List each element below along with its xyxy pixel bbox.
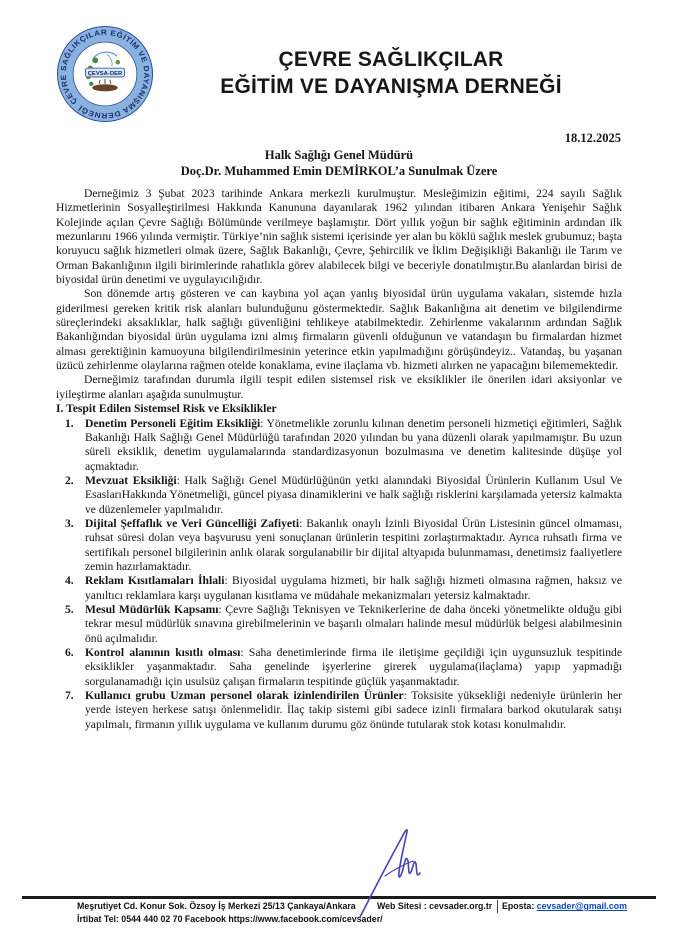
item-number: 2. [65,473,74,487]
paragraph: Derneğimiz tarafından durumla ilgili tespit edilen sistemsel risk ve eksiklikler ile önerilen idari aksiyonlar ve iyileştirme alanları aşağıda sunulmuştur. [56,373,622,401]
handwritten-signature [357,824,435,920]
organization-title [160,46,622,100]
list-item [56,689,622,732]
item-label: Denetim Personeli Eğitim Eksikliği [85,416,261,430]
footer-contact-line: İrtibat Tel: 0544 440 02 70 Facebook https://www.facebook.com/cevsader/ [77,914,383,924]
list-item [56,603,622,646]
list-item [56,574,622,603]
list-item [56,646,622,689]
item-text: : Toksisite yüksekliği nedeniyle ürünlerin her yerde isteyen herkese satışı önlenmelidir. İlaç takip sistemi gibi sadece izinli firmalara barkod okutularak satışı yapılmalı, firmanın yıllık uygulama ve kullanım durumu göz önünde tutularak stok kotası konulmalıdır. [85,689,622,731]
association-logo [56,25,154,123]
item-label: Kullanıcı grubu Uzman personel olarak izinlendirilen Ürünler [85,689,404,703]
item-label: Reklam Kısıtlamaları İhlali [85,574,225,588]
recipient-line1: Halk Sağlığı Genel Müdürü [264,148,414,162]
item-text: : Saha denetimlerinde firma ile iletişime geçildiği için uygunsuzluk tespitinde eksiklikler yaşanmaktadır. Saha genelinde işyerlerine girerek uygulama(ilaçlama) yapıp yapmadığı sorgulanamadığı için usulsüz çalışan firmaların tespitinde güçlük yaşanmaktadır. [85,646,622,688]
list-item [56,474,622,517]
item-text: : Çevre Sağlığı Teknisyen ve Teknikerlerine de daha önceki yönetmelikte olduğu gibi tekrar mesul müdürlük sınavına girebilmelerinin ve başarılı olmaları halinde mesul müdürlük belgesi alabilmesinin önü açılmalıdır. [85,602,622,645]
item-number: 4. [65,574,74,588]
list-item [56,517,622,574]
list-item [56,417,622,474]
item-number: 1. [65,416,74,430]
org-title-line1: ÇEVRE SAĞLIKÇILAR [278,48,504,71]
item-number: 3. [65,516,74,530]
paragraph: Son dönemde artış gösteren ve can kaybına yol açan yanlış biyosidal ürün uygulama vakaları, sistemde hızla giderilmesi gereken kritik risk alanları bulunduğunu göstermektedir. Sağlık Bakanlığına ait denetim ve bilgilendirme süreçlerindeki aksaklıklar, halk sağlığı güvenliğini tehlikeye atabilmektedir. Zehirlenme vakalarının ardından Sağlık Bakanlığından biyosidal ürün uygulama izni almış firmaların güvenli olduğunun ve vatandaşın bu firmalardan hizmet alması gerektiğinin kamuoyuna bilgilendirilmesinin yeterince etkin yapılmadığını görüşündeyiz.. Vatandaş, bu yaşanan üzücü zehirlenme olaylarına rağmen otelde konaklama, evine ilaçlama vb. hizmeti alırken ne yapacağını bilememektedir. [56,287,622,373]
logo-ring-text: ÇEVRE SAĞLIKÇILAR EĞİTİM VE DAYANIŞMA DERNEĞİ [58,27,152,121]
recipient-block [56,148,622,179]
footer-address: Meşrutiyet Cd. Konur Sok. Özsoy İş Merkezi 25/13 Çankaya/Ankara [77,901,356,911]
item-text: : Biyosidal uygulama hizmeti, bir halk sağlığı hizmeti olmasına rağmen, haksız ve yanıltıcı reklamlara karşı uygulanan kısıtlama ve müdahale mekanizmaları yetersiz kalmaktadır. [85,574,622,602]
letter-body [56,187,622,732]
risk-list [56,417,622,733]
footer-email-label: Eposta: [502,901,535,911]
logo-banner [85,68,124,77]
item-label: Mesul Müdürlük Kapsamı [85,602,219,616]
item-number: 5. [65,602,74,616]
org-title-line2: EĞİTİM VE DAYANIŞMA DERNEĞİ [220,75,562,98]
recipient-line2: Doç.Dr. Muhammed Emin DEMİRKOL’a Sunulmak Üzere [180,163,498,178]
paragraph: Derneğimiz 3 Şubat 2023 tarihinde Ankara merkezli kurulmuştur. Mesleğimizin eğitimi, 224 sayılı Sağlık Hizmetlerinin Sosyalleştirilmesi Hakkında Kanununa dayanılarak 1962 yılından itibaren Ankara Yenişehir Sağlık Kolejinde açılan Çevre Sağlığı Bölümünde verilmeye başlamıştır. Dört yıllık yoğun bir sağlık eğitiminin ardından ilk mezunlarını 1966 yılında vermiştir. Türkiye’nin sağlık sistemi içerisinde yer alan bu köklü sağlık meslek grubumuz; başta koruyucu sağlık hizmetleri olmak üzere, Sağlık Bakanlığı, Çevre, Şehircilik ve İklim Değişikliği Bakanlığı ile Tarım ve Orman Bakanlığının ilgili birimlerinde rahatlıkla görev alabilecek bilgi ve beceriyle donatılmıştır.Bu alanlardan birisi de biyosidal ürün denetimi ve uygulayıcılığıdır. [56,187,622,287]
footer-website: Web Sitesi : cevsader.org.tr [377,901,493,911]
logo-center-text: ÇEVSA-DER [87,70,123,77]
section-heading: I. Tespit Edilen Sistemsel Risk ve Eksiklikler [56,402,277,416]
item-text: : Bakanlık onaylı İzinli Biyosidal Ürün Listesinin güncel olmaması, ruhsat süresi dolan veya başvurusu yeni sonuçlanan ürünlerin tespitini zorlaştırmaktadır. Ayrıca ruhsatlı firma ve sertifikalı personel bilgilerinin anlık olarak sorgulanabilir bir dijital altyapıda bulunmaması, denetimsiz faaliyetlere zemin hazırlamaktadır. [85,516,622,573]
footer-email [497,900,627,913]
item-label: Kontrol alanının kısıtlı olması [85,646,241,659]
item-number: 6. [65,646,74,659]
footer-divider [22,896,656,899]
item-text: : Yönetmelikle zorunlu kılınan denetim personeli hizmetiçi eğitimleri, Sağlık Bakanlığı Halk Sağlığı Genel Müdürlüğü tarafından 2020 yılından bu yana düzenli olarak yapılmamıştır. Bu uzun süreli eksiklik, denetim uygulamalarında standardizasyonun bozulmasına ve denetim kalitesinde düşüşe yol açmaktadır. [85,416,623,473]
item-text: : Halk Sağlığı Genel Müdürlüğünün yetki alanındaki Biyosidal Ürünlerin Kullanım Usul Ve EsaslarıHakkında Yönetmeliği, güncel piyasa dinamiklerini ve halk sağlığı risklerini karşılamada yetersiz kalmakta ve düzenlemeler yapılmalıdır. [85,473,623,516]
item-label: Mevzuat Eksikliği [85,473,177,487]
letter-date: 18.12.2025 [564,131,621,145]
footer-email-link[interactable]: cevsader@gmail.com [536,901,627,911]
item-number: 7. [65,689,74,703]
item-label: Dijital Şeffaflık ve Veri Güncelliği Zafiyeti [85,516,300,530]
